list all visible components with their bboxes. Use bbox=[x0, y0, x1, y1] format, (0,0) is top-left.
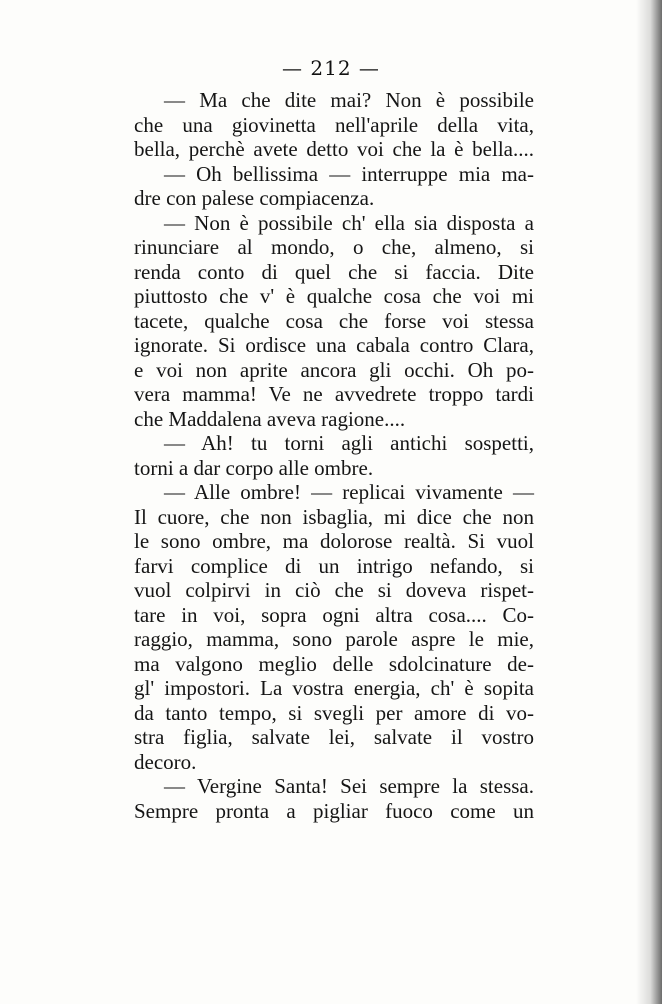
text-line: — Non è possibile ch' ella sia disposta a bbox=[164, 210, 534, 235]
text-line: — Alle ombre! — replicai vivamente — bbox=[164, 480, 534, 504]
text-line: — Ah! tu torni agli antichi sospetti, bbox=[164, 431, 534, 455]
text-line: — Ma che dite mai? Non è possibile bbox=[164, 88, 534, 112]
text-line: stra figlia, salvate lei, salvate il vostro bbox=[134, 725, 534, 749]
text-line: decoro. bbox=[134, 749, 197, 774]
page-number: — 212 — bbox=[282, 56, 380, 80]
text-line: da tanto tempo, si svegli per amore di vo- bbox=[134, 700, 534, 725]
text-line: vera mamma! Ve ne avvedrete troppo tardi bbox=[134, 382, 534, 406]
text-line: che una giovinetta nell'aprile della vita, bbox=[134, 112, 534, 137]
text-line: piuttosto che v' è qualche cosa che voi mi bbox=[134, 284, 534, 308]
text-line: Il cuore, che non isbaglia, mi dice che non bbox=[134, 504, 534, 529]
text-line: e voi non aprite ancora gli occhi. Oh po- bbox=[134, 357, 534, 382]
text-line: le sono ombre, ma dolorose realtà. Si vuol bbox=[134, 529, 534, 553]
text-line: gl' impostori. La vostra energia, ch' è sopita bbox=[134, 676, 534, 700]
text-line: tacete, qualche cosa che forse voi stessa bbox=[134, 308, 534, 333]
text-line: bella, perchè avete detto voi che la è bella.... bbox=[134, 137, 534, 161]
text-line: che Maddalena aveva ragione.... bbox=[134, 406, 406, 431]
text-line: — Oh bellissima — interruppe mia ma- bbox=[164, 161, 534, 186]
text-line: vuol colpirvi in ciò che si doveva rispet- bbox=[134, 578, 534, 602]
body-text bbox=[134, 88, 534, 823]
page-edge-shadow bbox=[636, 0, 662, 1004]
text-line: tare in voi, sopra ogni altra cosa.... Co- bbox=[134, 602, 534, 627]
text-line: ignorate. Si ordisce una cabala contro Clara, bbox=[134, 333, 534, 357]
text-line: renda conto di quel che si faccia. Dite bbox=[134, 259, 534, 284]
text-line: torni a dar corpo alle ombre. bbox=[134, 455, 374, 480]
text-line: Sempre pronta a pigliar fuoco come un bbox=[134, 798, 534, 823]
text-line: dre con palese compiacenza. bbox=[134, 186, 375, 210]
text-line: ma valgono meglio delle sdolcinature de- bbox=[134, 651, 534, 676]
text-line: raggio, mamma, sono parole aspre le mie, bbox=[134, 627, 534, 651]
text-line: rinunciare al mondo, o che, almeno, si bbox=[134, 235, 534, 259]
text-line: — Vergine Santa! Sei sempre la stessa. bbox=[164, 774, 534, 798]
text-line: farvi complice di un intrigo nefando, si bbox=[134, 553, 534, 578]
